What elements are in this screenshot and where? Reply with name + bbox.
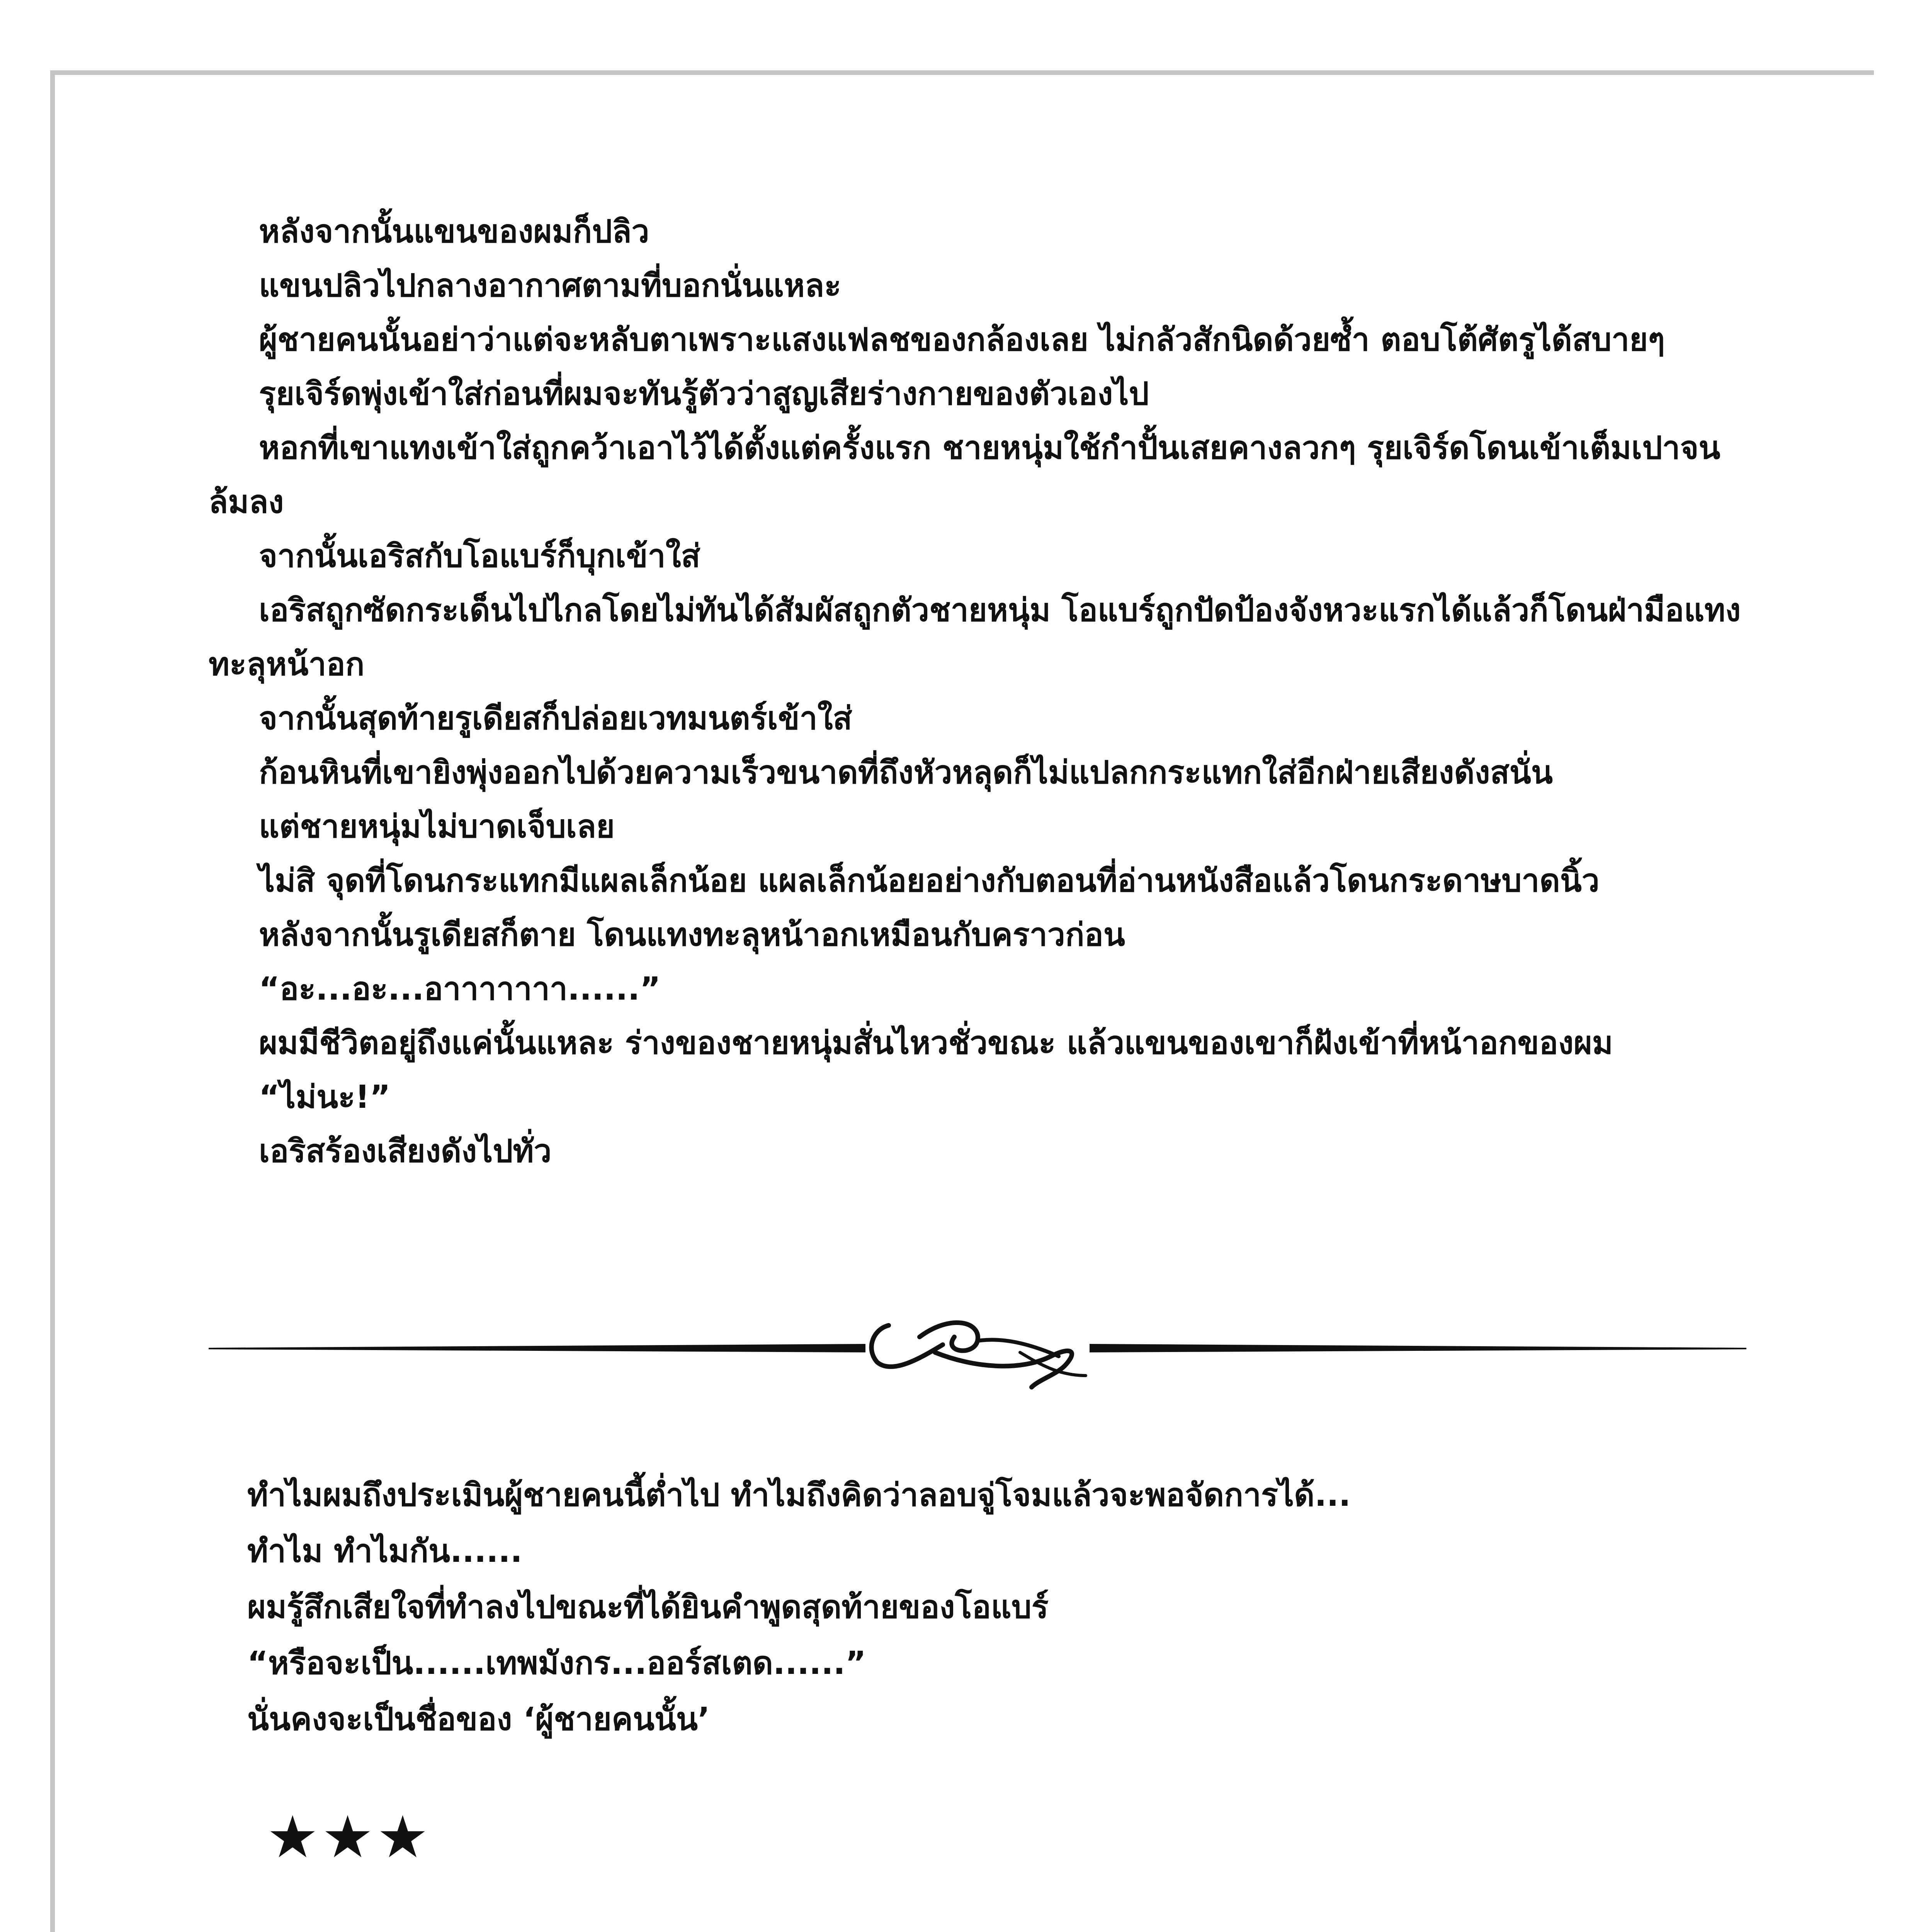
paragraph: “ไม่นะ!” xyxy=(259,1079,391,1116)
paragraph: ทำไม ทำไมกัน...... xyxy=(247,1533,522,1570)
paragraph: นั่นคงจะเป็นชื่อของ ‘ผู้ชายคนนั้น’ xyxy=(247,1701,710,1738)
paragraph: “อะ...อะ...อาาาาาาา......” xyxy=(259,971,661,1007)
scene-break-stars: ★★★ xyxy=(267,1804,432,1871)
paragraph: “หรือจะเป็น......เทพมังกร...ออร์สเตด......” xyxy=(247,1645,866,1682)
ornamental-divider xyxy=(209,1298,1746,1414)
paragraph: ผู้ชายคนนั้นอย่าว่าแต่จะหลับตาเพราะแสงแฟลชของกล้องเลย ไม่กลัวสักนิดด้วยซ้ำ ตอบโต้ศัตรูได้สบายๆ xyxy=(259,321,1665,358)
paragraph: เอริสถูกซัดกระเด็นไปไกลโดยไม่ทันได้สัมผัสถูกตัวชายหนุ่ม โอแบร์ถูกปัดป้องจังหวะแรกได้แล้วก็โดนฝ่ามือแทงทะลุหน้าอก xyxy=(209,592,1741,683)
paragraph: หอกที่เขาแทงเข้าใส่ถูกคว้าเอาไว้ได้ตั้งแต่ครั้งแรก ชายหนุ่มใช้กำปั้นเสยคางลวกๆ รุยเจิร์ดโดนเข้าเต็มเปาจนล้มลง xyxy=(209,430,1720,520)
paragraph: เอริสร้องเสียงดังไปทั่ว xyxy=(259,1133,552,1170)
paragraph: แต่ชายหนุ่มไม่บาดเจ็บเลย xyxy=(259,808,615,845)
paragraph: จากนั้นเอริสกับโอแบร์ก็บุกเข้าใส่ xyxy=(259,538,700,575)
page-border-top xyxy=(50,70,1874,75)
paragraph: ผมรู้สึกเสียใจที่ทำลงไปขณะที่ได้ยินคำพูดสุดท้ายของโอแบร์ xyxy=(247,1589,1049,1626)
paragraph: รุยเจิร์ดพุ่งเข้าใส่ก่อนที่ผมจะทันรู้ตัวว่าสูญเสียร่างกายของตัวเองไป xyxy=(259,376,1149,412)
paragraph: ผมมีชีวิตอยู่ถึงแค่นั้นแหละ ร่างของชายหนุ่มสั่นไหวชั่วขณะ แล้วแขนของเขาก็ฝังเข้าที่หน้าอกของผม xyxy=(259,1025,1613,1061)
paragraph: ก้อนหินที่เขายิงพุ่งออกไปด้วยความเร็วขนาดที่ถึงหัวหลุดก็ไม่แปลกกระแทกใส่อีกฝ่ายเสียงดังสนั่น xyxy=(259,754,1553,791)
paragraph: ไม่สิ จุดที่โดนกระแทกมีแผลเล็กน้อย แผลเล็กน้อยอย่างกับตอนที่อ่านหนังสือแล้วโดนกระดาษบาดนิ้ว xyxy=(259,862,1600,899)
paragraph: หลังจากนั้นรูเดียสก็ตาย โดนแทงทะลุหน้าอกเหมือนกับคราวก่อน xyxy=(259,917,1125,953)
paragraph: ทำไมผมถึงประเมินผู้ชายคนนี้ต่ำไป ทำไมถึงคิดว่าลอบจู่โจมแล้วจะพอจัดการได้... xyxy=(247,1477,1351,1514)
paragraph: หลังจากนั้นแขนของผมก็ปลิว xyxy=(259,213,649,250)
paragraph: จากนั้นสุดท้ายรูเดียสก็ปล่อยเวทมนตร์เข้าใส่ xyxy=(259,700,852,737)
paragraph: แขนปลิวไปกลางอากาศตามที่บอกนั่นแหละ xyxy=(259,267,842,304)
page-border-left xyxy=(50,70,55,1932)
